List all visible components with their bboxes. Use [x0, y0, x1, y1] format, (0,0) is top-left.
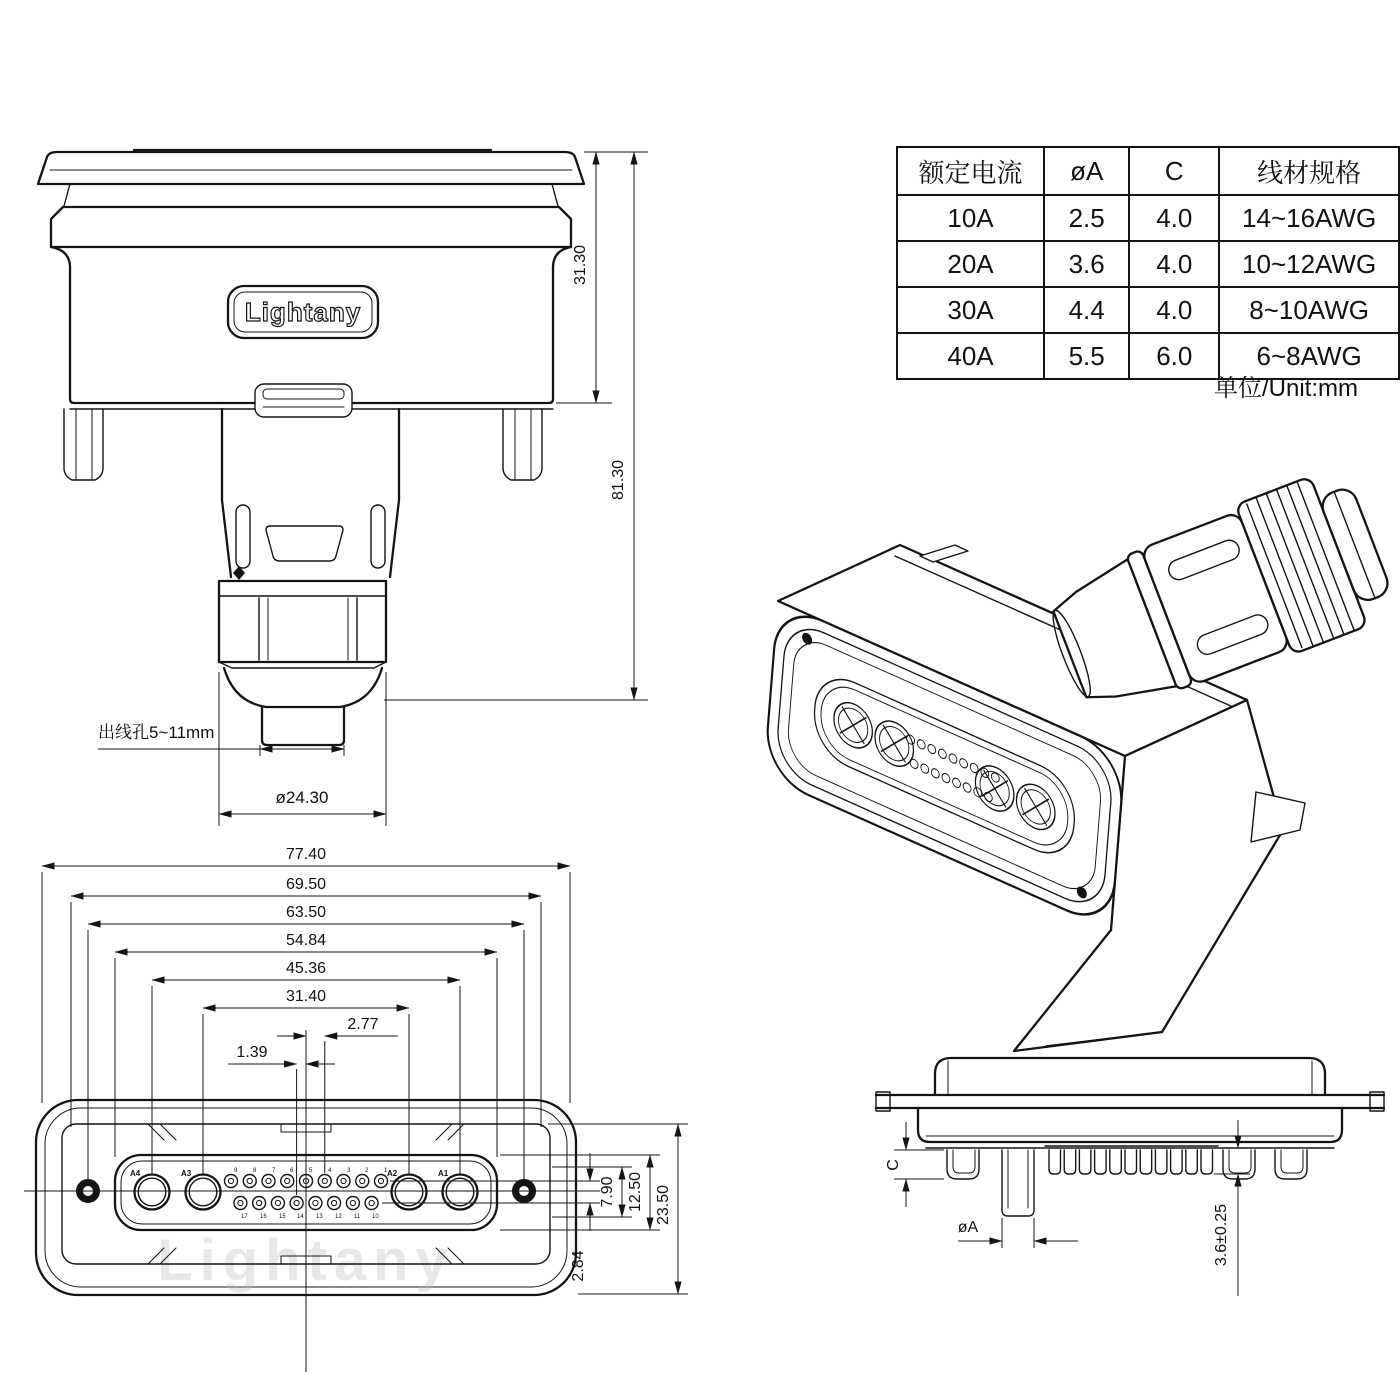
dim-insert-height: 12.50 — [627, 1171, 644, 1213]
dim-total-height: 81.30 — [610, 459, 627, 501]
pin-number: 16 — [260, 1214, 267, 1220]
cell-wire: 10~12AWG — [1219, 241, 1399, 287]
pin-number: 13 — [316, 1214, 323, 1220]
dim-insert-width: 54.84 — [285, 932, 327, 949]
dim-outer-power-spacing: 45.36 — [285, 960, 327, 977]
spec-table — [896, 146, 1400, 380]
cell-wire: 6~8AWG — [1219, 333, 1399, 379]
pin-number: 5 — [309, 1168, 313, 1174]
cell-current: 40A — [897, 333, 1044, 379]
grip-slot-right — [371, 505, 385, 568]
iso-view — [764, 464, 1400, 1051]
dim-power-diameter: øA — [957, 1219, 979, 1236]
dim-gland-diameter: ø24.30 — [275, 788, 329, 807]
power-label: A1 — [438, 1169, 449, 1178]
pin-number: 1 — [384, 1168, 388, 1174]
dim-row-offset: 1.39 — [236, 1044, 268, 1061]
dim-tail-length: 3.6±0.25 — [1213, 1203, 1230, 1267]
spec-row-20a — [897, 241, 1399, 287]
pin-number: 15 — [279, 1214, 286, 1220]
dim-inner-power-spacing: 31.40 — [285, 988, 327, 1005]
pin-number: 7 — [272, 1168, 276, 1174]
dim-overall-width: 77.40 — [285, 846, 327, 863]
spec-header-diameter: øA — [1044, 147, 1129, 195]
cell-current: 30A — [897, 287, 1044, 333]
latch-bump — [920, 545, 968, 562]
top-view — [38, 150, 648, 826]
spec-row-10a — [897, 195, 1399, 241]
cell-diameter: 4.4 — [1044, 287, 1129, 333]
cell-wire: 14~16AWG — [1219, 195, 1399, 241]
pin-number: 12 — [335, 1214, 342, 1220]
pin-number: 17 — [241, 1214, 248, 1220]
cable-stub — [1251, 792, 1305, 842]
brand-logo: Lightany — [244, 297, 362, 327]
cell-c: 4.0 — [1129, 287, 1219, 333]
face-view — [24, 846, 688, 1372]
unit-note: 单位/Unit:mm — [1214, 375, 1358, 402]
cell-current: 20A — [897, 241, 1044, 287]
dim-pin-pitch: 2.77 — [347, 1016, 379, 1033]
gland-nut — [219, 581, 386, 662]
pin-number: 3 — [347, 1168, 351, 1174]
pin-number: 2 — [365, 1168, 369, 1174]
power-label: A4 — [130, 1169, 141, 1178]
cell-diameter: 5.5 — [1044, 333, 1129, 379]
outlet-note: 出线孔5~11mm — [98, 723, 215, 742]
dim-pin-field-height: 7.90 — [599, 1176, 616, 1208]
pin-number: 10 — [372, 1214, 379, 1220]
pin-number: 6 — [290, 1168, 294, 1174]
dim-shell-width: 69.50 — [285, 876, 327, 893]
pin-number: 8 — [253, 1168, 257, 1174]
cell-c: 6.0 — [1129, 333, 1219, 379]
cell-c: 4.0 — [1129, 241, 1219, 287]
cell-c: 4.0 — [1129, 195, 1219, 241]
pin-comb — [1049, 1150, 1213, 1174]
spec-header-c: C — [1129, 147, 1219, 195]
grip-pad — [266, 526, 343, 561]
pin-number: 9 — [234, 1168, 238, 1174]
dim-row-gap: 2.84 — [570, 1250, 587, 1282]
power-label: A3 — [181, 1169, 192, 1178]
cell-wire: 8~10AWG — [1219, 287, 1399, 333]
power-label: A2 — [387, 1169, 398, 1178]
pin-number: 14 — [297, 1214, 304, 1220]
pin-number: 4 — [328, 1168, 332, 1174]
watermark: Lightany — [157, 1228, 455, 1293]
spec-table-header-row — [897, 147, 1399, 195]
dim-hood-height: 31.30 — [572, 244, 589, 286]
cell-current: 10A — [897, 195, 1044, 241]
cell-diameter: 2.5 — [1044, 195, 1129, 241]
pin-number: 11 — [354, 1214, 361, 1220]
spec-row-30a — [897, 287, 1399, 333]
dim-flange-height: 23.50 — [655, 1184, 672, 1226]
spec-header-wire: 线材规格 — [1219, 147, 1399, 195]
grip-slot-left — [236, 505, 250, 568]
cell-diameter: 3.6 — [1044, 241, 1129, 287]
dim-cup-length: C — [885, 1159, 902, 1171]
dim-hole-spacing: 63.50 — [285, 904, 327, 921]
side-view — [876, 1058, 1384, 1296]
spec-header-current: 额定电流 — [897, 147, 1044, 195]
